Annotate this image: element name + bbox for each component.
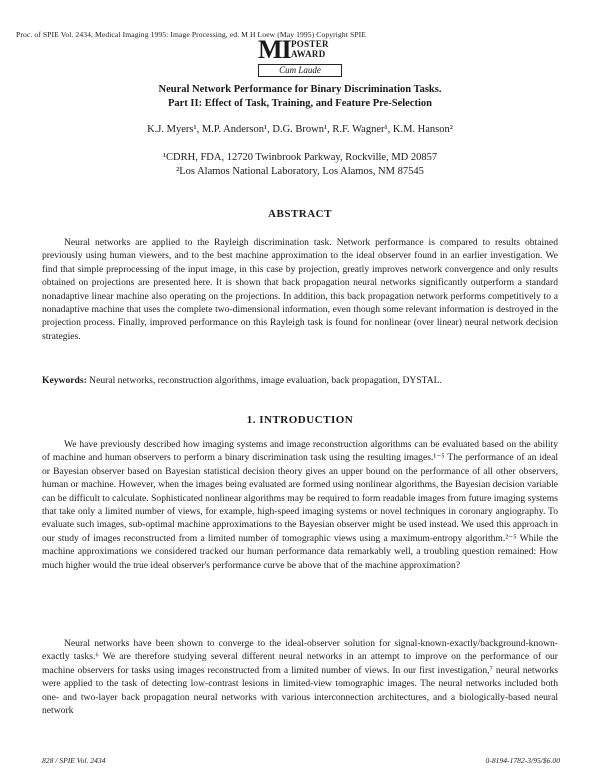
introduction-heading: 1. INTRODUCTION	[246, 414, 354, 426]
award-award-text: AWARD	[291, 49, 326, 59]
paper-title-line-1: Neural Network Performance for Binary Discrimination Tasks.	[158, 84, 442, 95]
affiliation-2: ²Los Alamos National Laboratory, Los Alamos, NM 87545	[176, 166, 424, 177]
affiliation-1: ¹CDRH, FDA, 12720 Twinbrook Parkway, Rockville, MD 20857	[162, 152, 438, 163]
abstract-heading: ABSTRACT	[268, 208, 332, 220]
award-mi-text: MI	[258, 35, 291, 64]
award-cum-laude: Cum Laude	[258, 64, 342, 77]
introduction-paragraph-2: Neural networks have been shown to converge to the ideal-observer solution for signal-known-exactly/background-known-exactly tasks.⁶ We are therefore studying several different neural networks in an attempt to improve on the performance of our machine observers for tasks using images reconstructed from a limited number of views. In our first investigation,⁷ neural networks were applied to the task of detecting low-contrast lesions in limited-view tomographic images. The neural networks included both one- and two-layer back propagation neural networks with various interconnection architectures, and a biologically-based neural network	[42, 638, 558, 717]
keywords-label: Keywords:	[42, 375, 87, 386]
abstract-text: Neural networks are applied to the Rayleigh discrimination task. Network performance is compared to results obtained previously using human viewers, and to the best machine approximation to the ideal observer found in an earlier investigation. We find that simple preprocessing of the input image, in this case by projection, greatly improves network convergence and only results obtained on projections are presented here. It is shown that back propagation neural networks significantly outperform a standard nonadaptive linear machine also operating on the projections. In addition, this back propagation network performs competitively to a nonadaptive machine that uses the complete two-dimensional information, even though some relevant information is destroyed in the projection process. Finally, improved performance on this Rayleigh task is found for nonlinear (over linear) neural network decision strategies.	[42, 237, 558, 342]
award-poster-text: POSTER	[291, 39, 329, 49]
proceedings-header: Proc. of SPIE Vol. 2434, Medical Imaging 1995: Image Processing, ed. M H Loew (May 1995) Copyright SPIE	[16, 30, 367, 39]
footer-isbn: 0-8194-1782-3/95/$6.00	[485, 756, 560, 765]
author-list: K.J. Myers¹, M.P. Anderson¹, D.G. Brown¹, R.F. Wagner¹, K.M. Hanson²	[147, 124, 453, 135]
poster-award-logo	[258, 37, 342, 79]
keywords-line	[42, 374, 558, 387]
introduction-paragraph-1: We have previously described how imaging systems and image reconstruction algorithms can be evaluated based on the ability of machine and human observers to perform a binary discrimination task using the resulting images.¹⁻⁵ The performance of an ideal or Bayesian observer based on Bayesian statistical decision theory gives an upper bound on the performance of all other observers, human or machine. However, when the images being evaluated are formed using nonlinear algorithms, the Bayesian decision variable can be difficult to calculate. Sophisticated nonlinear algorithms may be required to form readable images from future imaging systems that take only a limited number of views, for example, high-speed imaging systems or novel techniques in coronary angiography. To evaluate such images, sub-optimal machine approximations to the Bayesian observer might be used instead. We used this approach in our study of images reconstructed from a limited number of tomographic views using a maximum-entropy algorithm.²⁻⁵ While the machine approximations we considered tracked our human performance data remarkably well, a troubling question remained: How much higher would the true ideal observer's performance curve be above that of the machine approximation?	[42, 439, 558, 571]
footer-page-ref: 828 / SPIE Vol. 2434	[42, 756, 106, 765]
award-label	[291, 39, 329, 59]
paper-title-line-2: Part II: Effect of Task, Training, and Feature Pre-Selection	[167, 98, 433, 109]
keywords-text: Neural networks, reconstruction algorithms, image evaluation, back propagation, DYSTAL.	[89, 375, 442, 386]
